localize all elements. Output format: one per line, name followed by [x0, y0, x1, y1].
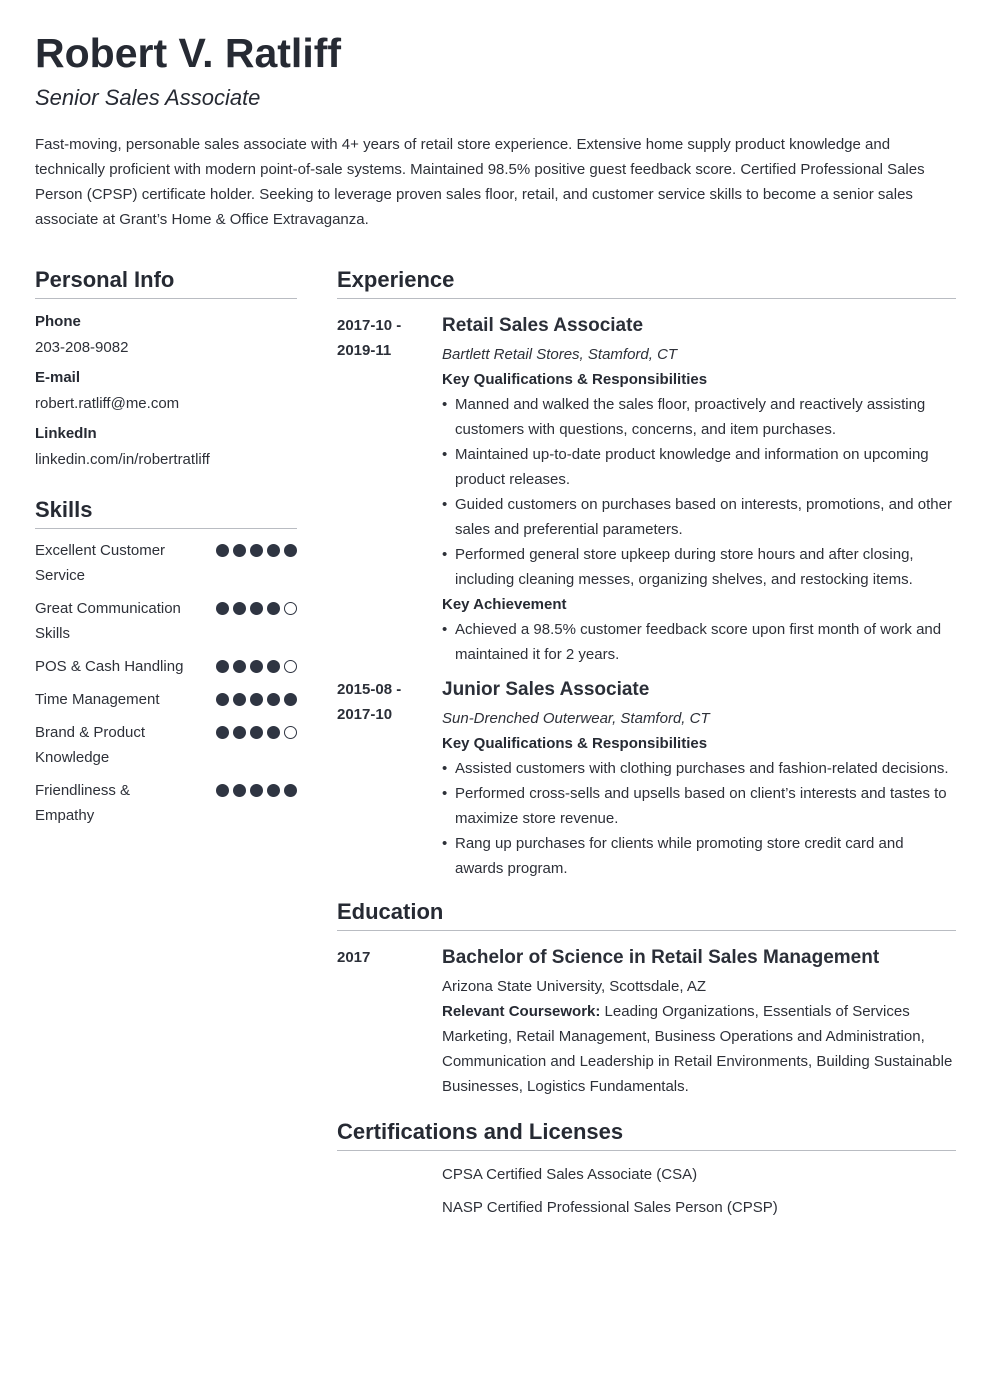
rating-dot-filled: [267, 660, 280, 673]
coursework-label: Relevant Coursework:: [442, 1003, 601, 1020]
entry-body: [442, 313, 956, 667]
coursework-text: Leading Organizations, Essentials of Services Marketing, Retail Management, Business Operations and Administration, Communication and Leadership in Retail Environments, Building Sustainable Businesses, Logistics Fundamentals.: [442, 1003, 953, 1095]
skill-row: [35, 654, 297, 679]
phone-block: [35, 312, 297, 360]
rating-dot-filled: [284, 784, 297, 797]
entry-date: [337, 677, 442, 881]
responsibilities-list: [442, 756, 956, 881]
experience-entry: [337, 313, 956, 667]
skill-name: Friendliness & Empathy: [35, 782, 131, 824]
qualifications-heading: Key Qualifications & Responsibilities: [442, 371, 708, 388]
rating-dot-filled: [216, 660, 229, 673]
linkedin-value: linkedin.com/in/robertratliff: [35, 451, 210, 468]
resume-page: [35, 0, 956, 1400]
rating-dot-filled: [233, 544, 246, 557]
email-label: E-mail: [35, 369, 81, 386]
left-column: [35, 266, 297, 836]
skill-name: Brand & Product Knowledge: [35, 724, 146, 766]
rating-dot-filled: [250, 602, 263, 615]
date-start: 2017-10 -: [337, 317, 402, 334]
rating-dot-filled: [284, 693, 297, 706]
rating-dot-empty: [284, 602, 297, 615]
company: Bartlett Retail Stores, Stamford, CT: [442, 346, 678, 363]
email-block: [35, 368, 297, 416]
skill-name: Time Management: [35, 691, 160, 708]
skill-name: POS & Cash Handling: [35, 658, 184, 675]
certifications-heading: Certifications and Licenses: [337, 1118, 956, 1151]
skill-rating: [216, 538, 297, 557]
entry-date: [337, 313, 442, 667]
rating-dot-empty: [284, 726, 297, 739]
company: Sun-Drenched Outerwear, Stamford, CT: [442, 710, 710, 727]
skill-list: [35, 538, 297, 828]
candidate-title: Senior Sales Associate: [35, 85, 261, 110]
rating-dot-filled: [267, 602, 280, 615]
date-end: 2019-11: [337, 342, 392, 359]
responsibilities-list: [442, 392, 956, 592]
entry-body: [442, 945, 956, 1099]
experience-entry: [337, 677, 956, 881]
rating-dot-filled: [233, 784, 246, 797]
list-item: • Assisted customers with clothing purchases and fashion-related decisions.: [442, 756, 956, 781]
list-item: • Guided customers on purchases based on interests, promotions, and other sales and preferential parameters.: [442, 492, 956, 542]
list-item: • Manned and walked the sales floor, proactively and reactively assisting customers with questions, concerns, and item purchases.: [442, 392, 956, 442]
school: Arizona State University, Scottsdale, AZ: [442, 978, 707, 995]
skill-row: [35, 778, 297, 828]
linkedin-label: LinkedIn: [35, 425, 97, 442]
personal-info-heading: Personal Info: [35, 266, 297, 299]
list-item: • Achieved a 98.5% customer feedback score upon first month of work and maintained it for 2 years.: [442, 617, 956, 667]
phone-label: Phone: [35, 313, 81, 330]
skill-row: [35, 538, 297, 588]
rating-dot-filled: [250, 693, 263, 706]
skill-row: [35, 596, 297, 646]
rating-dot-filled: [216, 602, 229, 615]
job-title: Junior Sales Associate: [442, 679, 650, 700]
rating-dot-filled: [233, 726, 246, 739]
education-entry: [337, 945, 956, 1099]
rating-dot-filled: [216, 544, 229, 557]
certification-item: CPSA Certified Sales Associate (CSA): [442, 1166, 698, 1183]
rating-dot-empty: [284, 660, 297, 673]
rating-dot-filled: [267, 726, 280, 739]
certifications-list: [442, 1162, 956, 1220]
list-item: • Maintained up-to-date product knowledge and information on upcoming product releases.: [442, 442, 956, 492]
education-date: 2017: [337, 949, 371, 966]
list-item: • Performed cross-sells and upsells based on client’s interests and tastes to maximize store revenue.: [442, 781, 956, 831]
skill-rating: [216, 720, 297, 739]
degree: Bachelor of Science in Retail Sales Management: [442, 947, 880, 968]
phone-value: 203-208-9082: [35, 339, 129, 356]
rating-dot-filled: [267, 544, 280, 557]
skill-rating: [216, 654, 297, 673]
email-value: robert.ratliff@me.com: [35, 395, 180, 412]
achievement-heading: Key Achievement: [442, 596, 567, 613]
date-start: 2015-08 -: [337, 681, 402, 698]
rating-dot-filled: [216, 726, 229, 739]
skill-row: [35, 687, 297, 712]
achievements-list: [442, 617, 956, 667]
education-heading: Education: [337, 898, 956, 931]
certification-item: NASP Certified Professional Sales Person (CPSP): [442, 1199, 778, 1216]
job-title: Retail Sales Associate: [442, 315, 644, 336]
rating-dot-filled: [250, 726, 263, 739]
skill-name: Great Communication Skills: [35, 600, 181, 642]
rating-dot-filled: [250, 660, 263, 673]
rating-dot-filled: [250, 544, 263, 557]
list-item: • Performed general store upkeep during store hours and after closing, including cleaning messes, organizing shelves, and restocking items.: [442, 542, 956, 592]
rating-dot-filled: [267, 784, 280, 797]
rating-dot-filled: [216, 693, 229, 706]
candidate-name: Robert V. Ratliff: [35, 30, 342, 76]
rating-dot-filled: [216, 784, 229, 797]
coursework: [442, 999, 956, 1099]
rating-dot-filled: [233, 693, 246, 706]
skill-rating: [216, 687, 297, 706]
right-column: [337, 266, 956, 1228]
linkedin-block: [35, 424, 297, 472]
skill-name: Excellent Customer Service: [35, 542, 166, 584]
list-item: • Rang up purchases for clients while promoting store credit card and awards program.: [442, 831, 956, 881]
experience-heading: Experience: [337, 266, 956, 299]
rating-dot-filled: [233, 602, 246, 615]
skills-heading: Skills: [35, 496, 297, 529]
rating-dot-filled: [267, 693, 280, 706]
rating-dot-filled: [284, 544, 297, 557]
skill-rating: [216, 596, 297, 615]
summary-paragraph: Fast-moving, personable sales associate with 4+ years of retail store experience. Extensive home supply product knowledge and technically proficient with modern point-of-sale systems. Maintained 98.5% positive guest feedback score. Certified Professional Sales Person (CPSP) certificate holder. Seeking to leverage proven sales floor, retail, and customer service skills to become a senior sales associate at Grant’s Home & Office Extravaganza.: [35, 136, 925, 228]
entry-body: [442, 677, 956, 881]
rating-dot-filled: [250, 784, 263, 797]
skill-row: [35, 720, 297, 770]
skill-rating: [216, 778, 297, 797]
qualifications-heading: Key Qualifications & Responsibilities: [442, 735, 708, 752]
date-end: 2017-10: [337, 706, 393, 723]
rating-dot-filled: [233, 660, 246, 673]
